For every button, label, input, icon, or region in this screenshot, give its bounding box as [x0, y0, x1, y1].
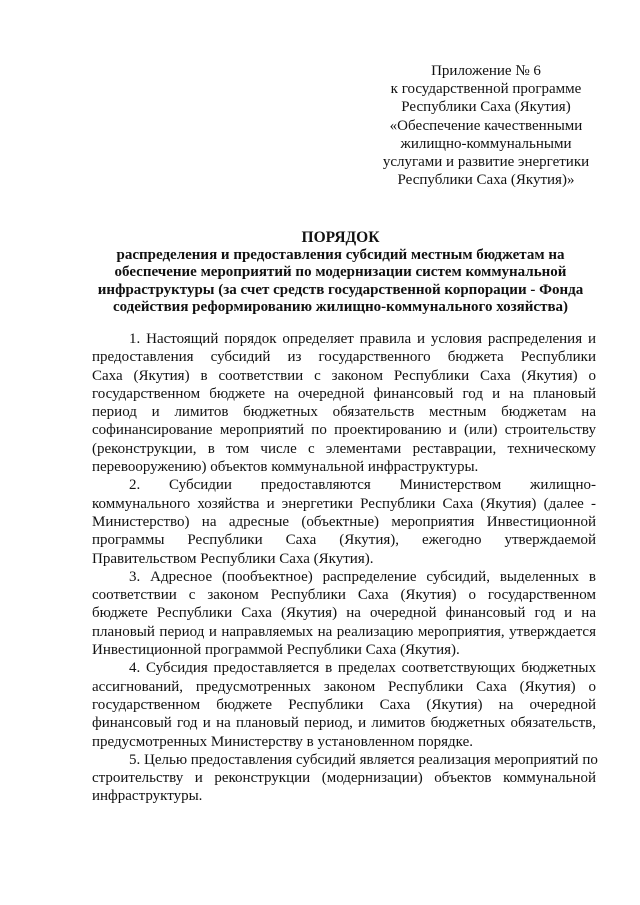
- paragraph-5: [92, 751, 596, 806]
- appendix-line: к государственной программе: [390, 81, 582, 98]
- title-line: распределения и предоставления субсидий местным бюджетам на: [116, 246, 565, 263]
- paragraph-4: [92, 659, 596, 750]
- paragraph-3: [92, 568, 596, 659]
- paragraph-line: Инвестиционной программой Республики Саха (Якутия).: [92, 642, 460, 659]
- title-line: содействия реформированию жилищно-коммунального хозяйства): [112, 299, 569, 316]
- paragraph-line: 2. Субсидии предоставляются Министерством жилищно-: [129, 477, 596, 494]
- appendix-line: Республики Саха (Якутия): [401, 99, 571, 116]
- paragraph-line: 3. Адресное (пообъектное) распределение субсидий, выделенных в: [129, 568, 596, 585]
- paragraph-line: финансовый год и на плановый период, и лимитов бюджетных обязательств,: [92, 715, 596, 732]
- paragraph-line: период и лимитов бюджетных обязательств местным бюджетам на: [92, 404, 596, 421]
- paragraph-line: ассигнований, предусмотренных законом Республики Саха (Якутия) о: [92, 678, 596, 695]
- paragraph-line: строительству и реконструкции (модернизации) объектов коммунальной: [92, 770, 596, 787]
- document-title: [92, 229, 589, 317]
- appendix-block: [360, 62, 612, 189]
- paragraph-line: 1. Настоящий порядок определяет правила и условия распределения и: [129, 331, 596, 347]
- title-heading: ПОРЯДОК: [301, 229, 380, 246]
- paragraph-line: софинансирование мероприятий по проектированию и (или) строительству: [92, 422, 596, 439]
- paragraph-line: Саха (Якутия) в соответствии с законом Республики Саха (Якутия) о: [92, 367, 596, 384]
- paragraph-line: государственном бюджете Республики Саха (Якутия) на очередной: [92, 696, 596, 713]
- paragraph-line: плановый период и направляемых на реализацию мероприятия, утверждается: [92, 623, 596, 640]
- paragraph-line: государственном бюджете на очередной финансовый год и на плановый: [92, 385, 596, 402]
- appendix-line: Приложение № 6: [431, 63, 541, 79]
- paragraph-line: предоставления субсидий из государственного бюджета Республики: [92, 349, 596, 366]
- appendix-line: жилищно-коммунальными: [400, 135, 572, 152]
- paragraph-line: (реконструкции, в том числе с элементами реставрации, техническому: [92, 440, 596, 457]
- paragraph-line: 5. Целью предоставления субсидий является реализация мероприятий по: [129, 751, 598, 768]
- paragraph-line: предусмотренных Министерству в установленном порядке.: [92, 733, 474, 750]
- paragraph-line: 4. Субсидия предоставляется в пределах соответствующих бюджетных: [129, 660, 596, 677]
- paragraph-line: перевооружению) объектов коммунальной инфраструктуры.: [92, 459, 479, 476]
- paragraph-2: [92, 476, 596, 567]
- appendix-line: Республики Саха (Якутия)»: [397, 172, 575, 189]
- title-line: обеспечение мероприятий по модернизации систем коммунальной: [114, 264, 567, 281]
- paragraph-line: соответствии с законом Республики Саха (Якутия) о государственном: [92, 587, 596, 604]
- appendix-line: услугами и развитие энергетики: [382, 154, 590, 171]
- paragraph-line: Правительством Республики Саха (Якутия).: [92, 550, 374, 567]
- paragraph-1: [92, 330, 596, 476]
- document-body: [92, 330, 596, 806]
- paragraph-line: Министерство) на адресные (объектные) мероприятия Инвестиционной: [92, 513, 596, 530]
- appendix-line: «Обеспечение качественными: [389, 117, 583, 134]
- paragraph-line: инфраструктуры.: [92, 788, 203, 805]
- paragraph-line: бюджете Республики Саха (Якутия) на очередной финансовый год и на: [92, 605, 596, 622]
- paragraph-line: программы Республики Саха (Якутия), ежегодно утверждаемой: [92, 532, 596, 549]
- paragraph-line: коммунального хозяйства и энергетики Республики Саха (Якутия) (далее -: [92, 495, 596, 512]
- title-line: инфраструктуры (за счет средств государственной корпорации - Фонда: [97, 281, 584, 298]
